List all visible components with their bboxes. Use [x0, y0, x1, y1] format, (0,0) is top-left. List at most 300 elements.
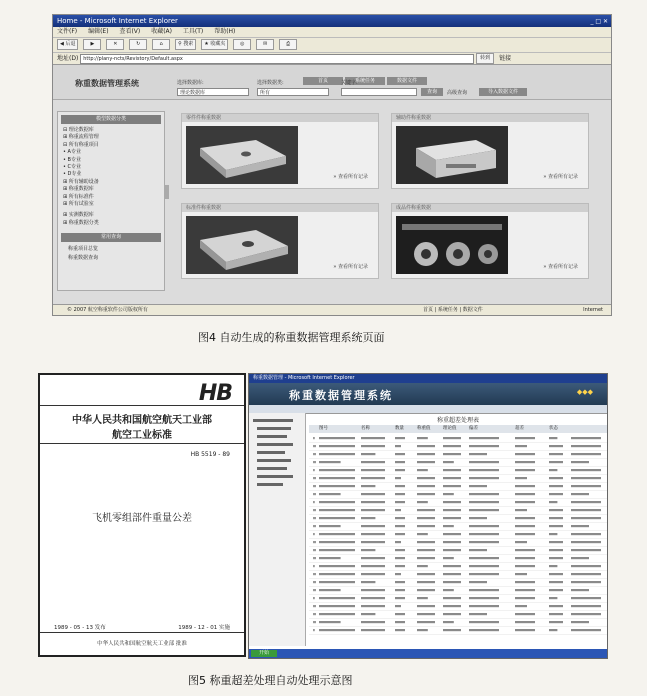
- import-button[interactable]: 导入数据文件: [479, 88, 527, 96]
- table-cell: [571, 613, 601, 615]
- tree-node[interactable]: • C专业: [63, 164, 82, 171]
- print-button[interactable]: ⎙: [279, 39, 297, 50]
- table-cell: [443, 469, 461, 471]
- table-cell: [571, 453, 601, 455]
- table-cell: [313, 597, 315, 599]
- sidebar-heading: 模型数据分类: [61, 115, 161, 124]
- table-cell: [515, 565, 535, 567]
- hb-logo: HB: [198, 381, 232, 406]
- table-cell: [571, 557, 589, 559]
- address-input[interactable]: http://plany-ncts/Revistory/Default.aspx: [80, 54, 474, 64]
- table-cell: [361, 493, 385, 495]
- table-cell: [443, 485, 461, 487]
- table-cell: [469, 541, 499, 543]
- table-cell: [361, 589, 385, 591]
- tab-home[interactable]: 首页: [303, 77, 343, 85]
- table-cell: [549, 445, 563, 447]
- table-cell: [417, 493, 435, 495]
- table-cell: [549, 453, 563, 455]
- table-cell: [319, 629, 355, 631]
- table-cell: [515, 613, 535, 615]
- figure5-caption: 图5 称重超差处理自动处理示意图: [188, 674, 353, 687]
- table-cell: [549, 589, 563, 591]
- table-cell: [443, 533, 461, 535]
- search-label: 搜索: [183, 41, 194, 47]
- table-cell: [319, 509, 355, 511]
- table-cell: [469, 469, 499, 471]
- view-all-label: 查看所有记录: [547, 264, 578, 270]
- table-cell: [469, 525, 499, 527]
- browser-toolbar: [53, 38, 611, 53]
- table-cell: [549, 437, 557, 439]
- table-cell: [417, 485, 435, 487]
- back-label: 后退: [65, 41, 76, 47]
- figure4-browser-window: [52, 14, 612, 316]
- advanced-query-link[interactable]: 高级查询: [447, 90, 468, 96]
- publisher: 中华人民共和国航空航天工业部 批准: [97, 641, 187, 647]
- effective-date: 1989 - 12 - 01 实施: [178, 625, 230, 631]
- table-cell: [469, 589, 499, 591]
- col-header[interactable]: 偏差: [469, 426, 478, 431]
- panel-title: 标准件称重数据: [182, 204, 378, 212]
- address-bar: [53, 53, 611, 65]
- col-header[interactable]: 数量: [395, 426, 404, 431]
- table-cell: [417, 525, 435, 527]
- table-cell: [443, 501, 461, 503]
- common-query-item[interactable]: 称重项目总览: [68, 246, 99, 253]
- table-cell: [469, 621, 499, 623]
- table-cell: [361, 597, 385, 599]
- table-cell: [395, 509, 401, 511]
- status-bar: [53, 304, 611, 315]
- table-cell: [469, 565, 499, 567]
- tree-node[interactable]: ⊟ 理论数据库: [63, 127, 94, 133]
- table-cell: [313, 525, 316, 527]
- table-cell: [571, 549, 601, 551]
- table-cell: [469, 597, 499, 599]
- table-cell: [361, 469, 385, 471]
- keyword-input[interactable]: [341, 88, 417, 96]
- table-cell: [395, 629, 405, 631]
- tree-node[interactable]: • B专业: [63, 156, 81, 163]
- table-cell: [443, 597, 461, 599]
- table-cell: [571, 597, 601, 599]
- tree-node[interactable]: ⊞ 所有辅助设备: [63, 178, 99, 185]
- table-cell: [515, 605, 527, 607]
- table-cell: [361, 453, 375, 455]
- table-cell: [549, 621, 563, 623]
- table-cell: [319, 549, 355, 551]
- table-cell: [319, 581, 355, 583]
- menu-tools[interactable]: 工具(T): [182, 28, 204, 35]
- table-cell: [361, 501, 385, 503]
- table-cell: [395, 589, 405, 591]
- go-button[interactable]: 转到: [476, 53, 494, 64]
- menu-favorites[interactable]: 收藏(A): [151, 28, 172, 35]
- table-cell: [443, 613, 461, 615]
- table-cell: [417, 445, 435, 447]
- table-cell: [443, 493, 454, 495]
- table-cell: [395, 453, 405, 455]
- table-cell: [469, 533, 499, 535]
- table-cell: [443, 621, 454, 623]
- view-all-link[interactable]: » 查看所有记录: [543, 264, 578, 270]
- tree-node[interactable]: • A专业: [63, 149, 81, 156]
- view-all-link[interactable]: » 查看所有记录: [543, 174, 578, 180]
- table-cell: [319, 605, 355, 607]
- panel-title: 零件件称重数据: [182, 114, 378, 122]
- table-cell: [571, 533, 601, 535]
- table-cell: [361, 461, 385, 463]
- query-button[interactable]: 查询: [421, 88, 443, 96]
- menu-bar: [53, 27, 611, 38]
- col-header[interactable]: 状态: [549, 426, 558, 431]
- table-cell: [395, 605, 401, 607]
- menu-file[interactable]: 文件(F): [57, 28, 78, 35]
- table-cell: [515, 573, 527, 575]
- sidebar: [57, 111, 165, 291]
- col-header[interactable]: 名称: [361, 426, 370, 431]
- table-cell: [417, 605, 435, 607]
- table-cell: [571, 589, 589, 591]
- table-caption: 称重超差处理表: [436, 417, 479, 424]
- table-cell: [443, 629, 461, 631]
- table-cell: [549, 541, 563, 543]
- common-query-item[interactable]: 称重数据查询: [68, 255, 99, 262]
- panel-part-weights: [181, 113, 379, 189]
- table-cell: [571, 573, 601, 575]
- table-cell: [319, 573, 355, 575]
- view-all-link[interactable]: » 查看所有记录: [333, 264, 368, 270]
- table-cell: [417, 597, 428, 599]
- tree-node[interactable]: ⊞ 所有试验室: [63, 201, 94, 208]
- table-cell: [443, 573, 461, 575]
- window-controls[interactable]: _ □ ✕: [590, 18, 608, 25]
- title-rule: [40, 443, 244, 444]
- table-cell: [515, 509, 527, 511]
- taskbar: [249, 649, 607, 658]
- db-select[interactable]: 理论数据库: [177, 88, 249, 96]
- zone-indicator: Internet: [583, 307, 603, 313]
- table-cell: [361, 573, 385, 575]
- table-cell: [515, 621, 535, 623]
- view-all-link[interactable]: » 查看所有记录: [333, 174, 368, 180]
- table-cell: [361, 477, 385, 479]
- table-cell: [417, 517, 435, 519]
- table-cell: [395, 573, 401, 575]
- table-cell: [515, 445, 527, 447]
- table-cell: [515, 557, 535, 559]
- table-cell: [361, 485, 375, 487]
- class-select[interactable]: 所有: [257, 88, 329, 96]
- table-cell: [417, 629, 428, 631]
- tree-node[interactable]: ⊞ 实测数据库: [63, 212, 94, 219]
- table-cell: [417, 477, 435, 479]
- table-cell: [443, 509, 461, 511]
- table-cell: [443, 453, 461, 455]
- keyword-label: 关键字:: [341, 80, 358, 86]
- col-header[interactable]: 超差: [515, 426, 524, 431]
- table-cell: [469, 613, 487, 615]
- table-cell: [549, 469, 557, 471]
- col-header[interactable]: 图号: [319, 426, 328, 431]
- table-cell: [319, 493, 341, 495]
- copyright-text: © 2007 航空称重软件公司版权所有: [67, 307, 148, 313]
- start-button[interactable]: 开始: [251, 650, 277, 657]
- standard-part-photo: [186, 216, 298, 274]
- figure4-caption: 图4 自动生成的称重数据管理系统页面: [198, 331, 385, 344]
- table-cell: [571, 477, 601, 479]
- table-cell: [469, 557, 499, 559]
- mail-button[interactable]: ✉: [256, 39, 274, 50]
- table-cell: [313, 581, 316, 583]
- table-cell: [319, 541, 355, 543]
- table-cell: [417, 461, 435, 463]
- table-cell: [515, 485, 535, 487]
- table-cell: [395, 533, 405, 535]
- table-cell: [395, 621, 405, 623]
- table-cell: [549, 533, 557, 535]
- table-cell: [469, 493, 499, 495]
- table-cell: [313, 437, 315, 439]
- table-cell: [395, 565, 405, 567]
- links-label[interactable]: 链接: [499, 55, 512, 62]
- part-photo: [186, 126, 298, 184]
- app-banner: [249, 383, 607, 405]
- table-cell: [361, 621, 385, 623]
- back-button[interactable]: ◀ 后退: [57, 39, 78, 50]
- tab-system-tasks[interactable]: 系统任务: [345, 77, 385, 85]
- table-cell: [395, 469, 405, 471]
- table-cell: [515, 469, 535, 471]
- screen-title-bar: 称重数据管理 - Microsoft Internet Explorer: [249, 374, 607, 383]
- table-cell: [395, 557, 405, 559]
- table-cell: [443, 565, 461, 567]
- common-query-heading: 常用查询: [61, 233, 161, 242]
- table-cell: [395, 581, 405, 583]
- col-header[interactable]: 称重值: [417, 426, 431, 431]
- tree-node[interactable]: ⊞ 称重流程管理: [63, 134, 99, 141]
- table-cell: [443, 477, 461, 479]
- table-cell: [515, 581, 535, 583]
- table-cell: [443, 437, 461, 439]
- table-cell: [469, 501, 499, 503]
- table-cell: [395, 493, 405, 495]
- table-cell: [313, 501, 315, 503]
- table-cell: [313, 517, 316, 519]
- table-cell: [549, 485, 563, 487]
- stop-button[interactable]: ✕: [106, 39, 124, 50]
- table-cell: [549, 501, 557, 503]
- table-cell: [515, 477, 527, 479]
- table-cell: [443, 549, 461, 551]
- table-cell: [549, 629, 557, 631]
- panel-title: 成品件称重数据: [392, 204, 588, 212]
- tree-node[interactable]: ⊞ 称重数据库: [63, 186, 94, 193]
- table-cell: [443, 589, 454, 591]
- table-cell: [571, 461, 589, 463]
- table-cell: [313, 445, 316, 447]
- table-cell: [319, 597, 355, 599]
- home-button[interactable]: ⌂: [152, 39, 170, 50]
- table-cell: [571, 525, 589, 527]
- banner-logo: ◆◆◆: [576, 388, 593, 396]
- table-rows: [309, 434, 607, 642]
- table-cell: [361, 533, 385, 535]
- table-cell: [571, 517, 601, 519]
- table-cell: [417, 533, 428, 535]
- table-cell: [361, 613, 375, 615]
- table-cell: [515, 589, 535, 591]
- tree-node[interactable]: ⊞ 所有标准件: [63, 193, 94, 200]
- standard-code: HB 5519 - 89: [190, 451, 230, 458]
- table-cell: [313, 629, 315, 631]
- table-cell: [395, 541, 401, 543]
- table-cell: [313, 621, 316, 623]
- table-cell: [319, 469, 355, 471]
- table-cell: [549, 493, 563, 495]
- table-cell: [313, 533, 315, 535]
- table-cell: [361, 549, 375, 551]
- search-button[interactable]: ⚲ 搜索: [175, 39, 196, 50]
- table-cell: [417, 557, 435, 559]
- table-cell: [313, 565, 315, 567]
- table-cell: [417, 469, 428, 471]
- refresh-button[interactable]: ↻: [129, 39, 147, 50]
- window-title-bar: [53, 15, 611, 27]
- standard-document-cover: [38, 373, 246, 657]
- class-select-label: 选择数据类:: [257, 80, 284, 86]
- tab-data-files[interactable]: 数据文件: [387, 77, 427, 85]
- media-button[interactable]: ◎: [233, 39, 251, 50]
- table-cell: [469, 605, 499, 607]
- table-cell: [549, 605, 563, 607]
- table-cell: [313, 541, 316, 543]
- table-cell: [443, 525, 454, 527]
- system-header: [53, 65, 611, 100]
- tree-node[interactable]: ⊟ 所有称重项目: [63, 141, 99, 148]
- table-cell: [395, 613, 405, 615]
- table-cell: [443, 461, 454, 463]
- menu-edit[interactable]: 编辑(E): [88, 28, 109, 35]
- table-cell: [395, 597, 405, 599]
- table-cell: [571, 541, 601, 543]
- table-cell: [469, 437, 499, 439]
- table-cell: [549, 549, 563, 551]
- table-cell: [319, 437, 355, 439]
- table-cell: [395, 445, 401, 447]
- table-cell: [549, 461, 563, 463]
- issue-date: 1989 - 05 - 13 发布: [54, 625, 106, 631]
- table-cell: [319, 445, 355, 447]
- table-cell: [515, 533, 535, 535]
- table-cell: [417, 501, 428, 503]
- table-cell: [549, 517, 563, 519]
- table-cell: [549, 581, 563, 583]
- table-cell: [395, 461, 405, 463]
- table-cell: [469, 453, 487, 455]
- footer-rule: [40, 632, 244, 633]
- finished-part-photo: [396, 216, 508, 274]
- table-cell: [515, 541, 527, 543]
- table-cell: [571, 437, 601, 439]
- table-cell: [443, 445, 461, 447]
- screen-tree: [249, 413, 305, 533]
- auxiliary-photo: [396, 126, 508, 184]
- table-cell: [417, 437, 428, 439]
- table-cell: [313, 605, 316, 607]
- table-cell: [571, 509, 601, 511]
- table-cell: [417, 581, 435, 583]
- table-cell: [515, 453, 535, 455]
- table-cell: [469, 629, 499, 631]
- weight-tolerance-screen: [248, 373, 608, 659]
- address-label: 地址(D): [57, 55, 79, 62]
- tree-node[interactable]: ⊞ 称重数据分类: [63, 219, 99, 226]
- table-cell: [313, 477, 316, 479]
- table-cell: [417, 541, 435, 543]
- view-all-label: 查看所有记录: [547, 174, 578, 180]
- table-cell: [319, 485, 355, 487]
- table-cell: [469, 517, 487, 519]
- footer-links[interactable]: 首页 | 系统任务 | 数据文件: [423, 307, 483, 313]
- table-cell: [319, 621, 341, 623]
- table-cell: [313, 509, 316, 511]
- table-cell: [313, 549, 316, 551]
- standard-type: 航空工业标准: [112, 430, 172, 441]
- table-cell: [549, 525, 563, 527]
- table-cell: [313, 573, 316, 575]
- table-cell: [571, 445, 601, 447]
- table-cell: [313, 613, 316, 615]
- screen-tree-pane: [249, 413, 306, 646]
- sidebar-collapse-handle[interactable]: [165, 185, 169, 199]
- table-cell: [361, 509, 385, 511]
- table-cell: [319, 589, 341, 591]
- db-select-label: 选择数据库:: [177, 80, 204, 86]
- table-cell: [549, 509, 563, 511]
- table-cell: [571, 605, 601, 607]
- table-cell: [549, 573, 563, 575]
- table-cell: [417, 453, 435, 455]
- window-title: Home - Microsoft Internet Explorer: [57, 17, 178, 25]
- table-cell: [395, 549, 405, 551]
- table-cell: [469, 477, 499, 479]
- favorites-button[interactable]: ★ 收藏夹: [201, 39, 228, 50]
- table-cell: [395, 501, 405, 503]
- menu-help[interactable]: 帮助(H): [214, 28, 236, 35]
- table-cell: [469, 573, 499, 575]
- table-cell: [361, 605, 385, 607]
- table-cell: [515, 493, 535, 495]
- table-cell: [571, 485, 601, 487]
- category-tree: [58, 127, 164, 227]
- table-cell: [395, 485, 405, 487]
- table-cell: [549, 557, 563, 559]
- table-cell: [417, 573, 435, 575]
- table-cell: [313, 461, 316, 463]
- table-cell: [319, 525, 341, 527]
- table-cell: [417, 613, 435, 615]
- table-cell: [443, 541, 461, 543]
- col-header[interactable]: 理论值: [443, 426, 457, 431]
- table-cell: [319, 461, 341, 463]
- forward-button[interactable]: ▶: [83, 39, 101, 50]
- table-cell: [361, 629, 385, 631]
- tree-node[interactable]: • D专业: [63, 171, 82, 178]
- table-cell: [571, 621, 589, 623]
- menu-view[interactable]: 查看(V): [119, 28, 141, 35]
